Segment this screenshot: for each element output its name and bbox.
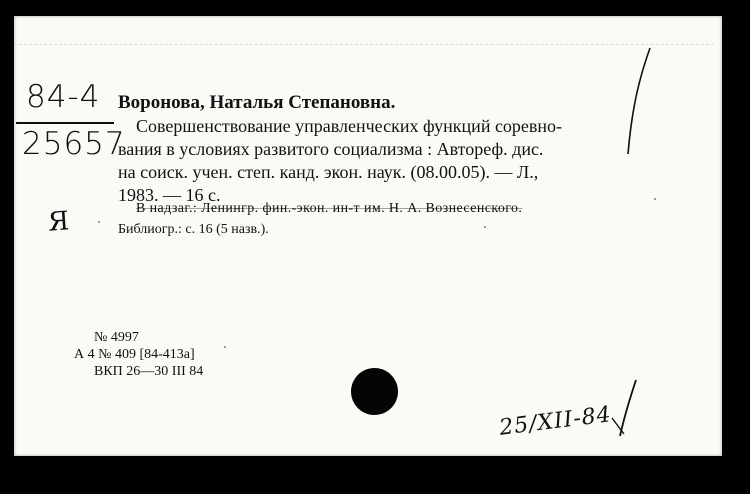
- registry-a-number: А 4 № 409 [84-413а]: [74, 347, 195, 362]
- registry-vkp: ВКП 26—30 III 84: [94, 364, 204, 379]
- note-line: В надзаг.: Ленингр. фин.-экон. ин-т им. Н. А. Вознесенского.: [136, 201, 523, 216]
- registry-number: № 4997: [94, 330, 139, 345]
- shelfmark-bottom: 25657: [22, 126, 126, 162]
- shelfmark-divider: [16, 122, 114, 124]
- scan-speck: [224, 346, 226, 348]
- author-heading: Воронова, Наталья Степановна.: [118, 92, 396, 113]
- title-line: вания в условиях развитого социализма : Автореф. дис.: [118, 139, 544, 159]
- pen-tick-mark: [602, 378, 642, 438]
- scan-speck: [654, 198, 656, 200]
- title-line: Совершенствование управленческих функций соревно-: [136, 116, 563, 136]
- title-line: 1983. — 16 с.: [118, 185, 221, 205]
- shelfmark-top: 84-4: [26, 79, 101, 115]
- note-line: Библиогр.: с. 16 (5 назв.).: [118, 222, 269, 237]
- registry-block: [74, 329, 203, 380]
- scan-speck: [484, 226, 486, 228]
- title-description: [118, 115, 698, 207]
- pen-stroke-mark: [614, 46, 654, 156]
- shelfmark-letter: Я: [46, 206, 72, 238]
- notes: [118, 198, 703, 240]
- top-ruling: [14, 44, 714, 45]
- punch-hole: [351, 368, 398, 415]
- scan-speck: [98, 221, 100, 223]
- handwritten-date: 25/XII-84: [497, 402, 613, 441]
- catalog-card: [14, 16, 722, 456]
- title-line: на соиск. учен. степ. канд. экон. наук. (08.00.05). — Л.,: [118, 162, 539, 182]
